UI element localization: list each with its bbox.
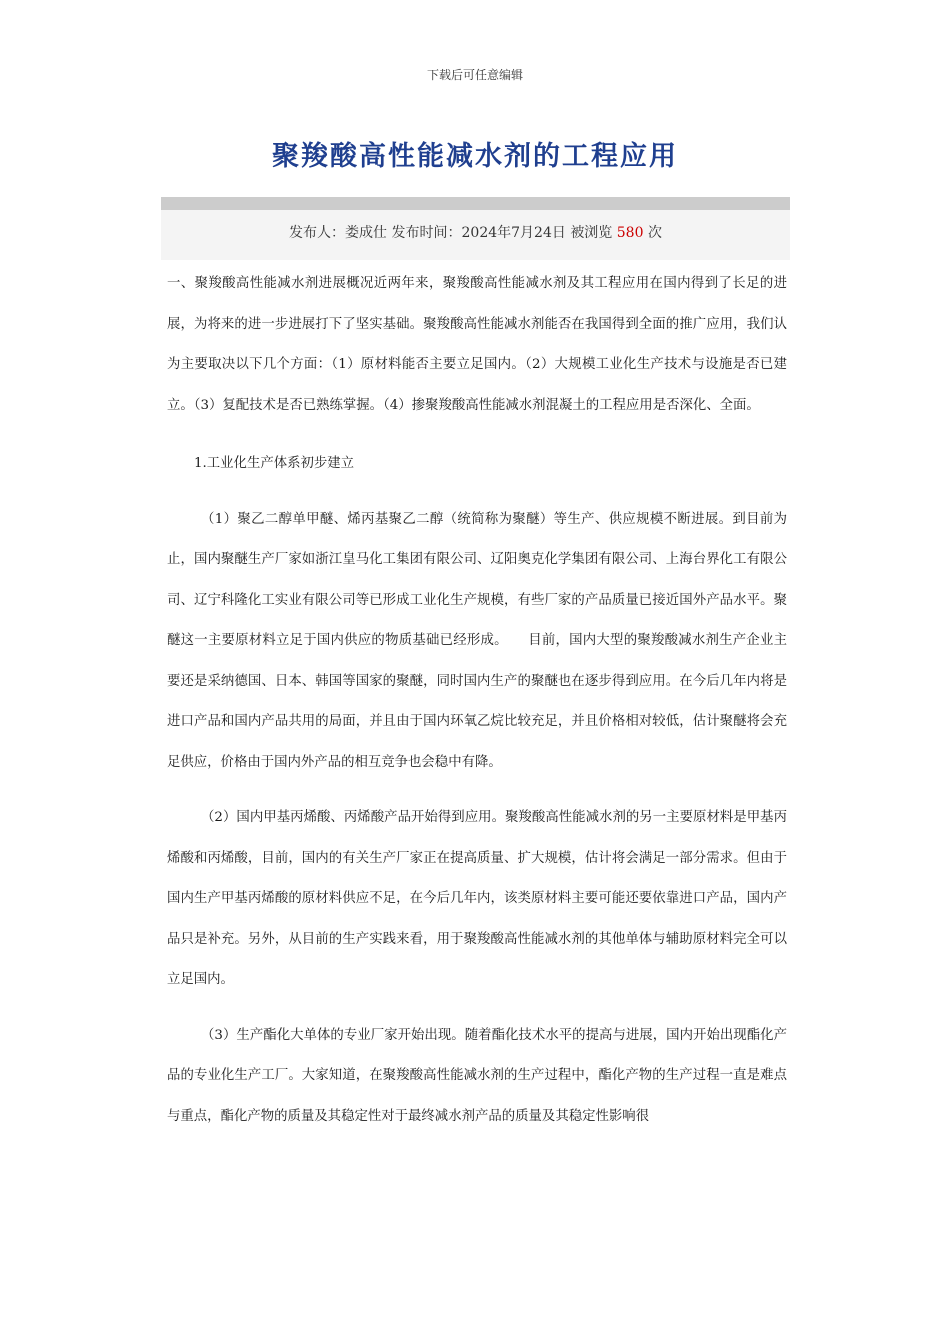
paragraph-polyether: （1）聚乙二醇单甲醚、烯丙基聚乙二醇（统简称为聚醚）等生产、供应规模不断进展。到目前为止，国内聚醚生产厂家如浙江皇马化工集团有限公司、辽阳奥克化学集团有限公司、上海台界化工有限公司、辽宁科隆化工实业有限公司等已形成工业化生产规模，有些厂家的产品质量已接近国外产品水平。聚醚这一主要原材料立足于国内供应的物质基础已经形成。 目前，国内大型的聚羧酸减水剂生产企业主要还是采纳德国、日本、韩国等国家的聚醚，同时国内生产的聚醚也在逐步得到应用。在今后几年内将是进口产品和国内产品共用的局面，并且由于国内环氧乙烷比较充足，并且价格相对较低，估计聚醚将会充足供应，价格由于国内外产品的相互竞争也会稳中有降。 [167, 511, 787, 770]
views-suffix: 次 [647, 225, 662, 241]
views-label: 被浏览 [570, 225, 613, 241]
article-body [167, 264, 787, 1137]
meta-divider-bar [161, 197, 790, 210]
publish-time-label: 发布时间： [391, 225, 462, 241]
article-meta-line [161, 222, 790, 242]
view-count: 580 [616, 225, 644, 241]
publisher-name: 娄成仕 [345, 225, 388, 241]
article-title: 聚羧酸高性能减水剂的工程应用 [272, 141, 678, 172]
publisher-label: 发布人： [289, 225, 346, 241]
section-heading-1: 1.工业化生产体系初步建立 [194, 456, 355, 471]
paragraph-intro: 一、聚羧酸高性能减水剂进展概况近两年来，聚羧酸高性能减水剂及其工程应用在国内得到了长足的进展，为将来的进一步进展打下了坚实基础。聚羧酸高性能减水剂能否在我国得到全面的推广应用，我们认为主要取决以下几个方面：（1）原材料能否主要立足国内。（2）大规模工业化生产技术与设施是否已建立。（3）复配技术是否已熟练掌握。（4）掺聚羧酸高性能减水剂混凝土的工程应用是否深化、全面。 [167, 276, 787, 413]
article-meta-box [161, 197, 790, 260]
page-header-note: 下载后可任意编辑 [426, 68, 523, 82]
paragraph-esterification: （3）生产酯化大单体的专业厂家开始出现。随着酯化技术水平的提高与进展，国内开始出现酯化产品的专业化生产工厂。大家知道，在聚羧酸高性能减水剂的生产过程中，酯化产物的生产过程一直是难点与重点，酯化产物的质量及其稳定性对于最终减水剂产品的质量及其稳定性影响很 [167, 1027, 787, 1124]
paragraph-acrylic-acid: （2）国内甲基丙烯酸、丙烯酸产品开始得到应用。聚羧酸高性能减水剂的另一主要原材料是甲基丙烯酸和丙烯酸，目前，国内的有关生产厂家正在提高质量、扩大规模，估计将会满足一部分需求。但由于国内生产甲基丙烯酸的原材料供应不足，在今后几年内，该类原材料主要可能还要依靠进口产品，国内产品只是补充。另外，从目前的生产实践来看，用于聚羧酸高性能减水剂的其他单体与辅助原材料完全可以立足国内。 [167, 810, 787, 987]
publish-date: 2024年7月24日 [461, 225, 566, 241]
